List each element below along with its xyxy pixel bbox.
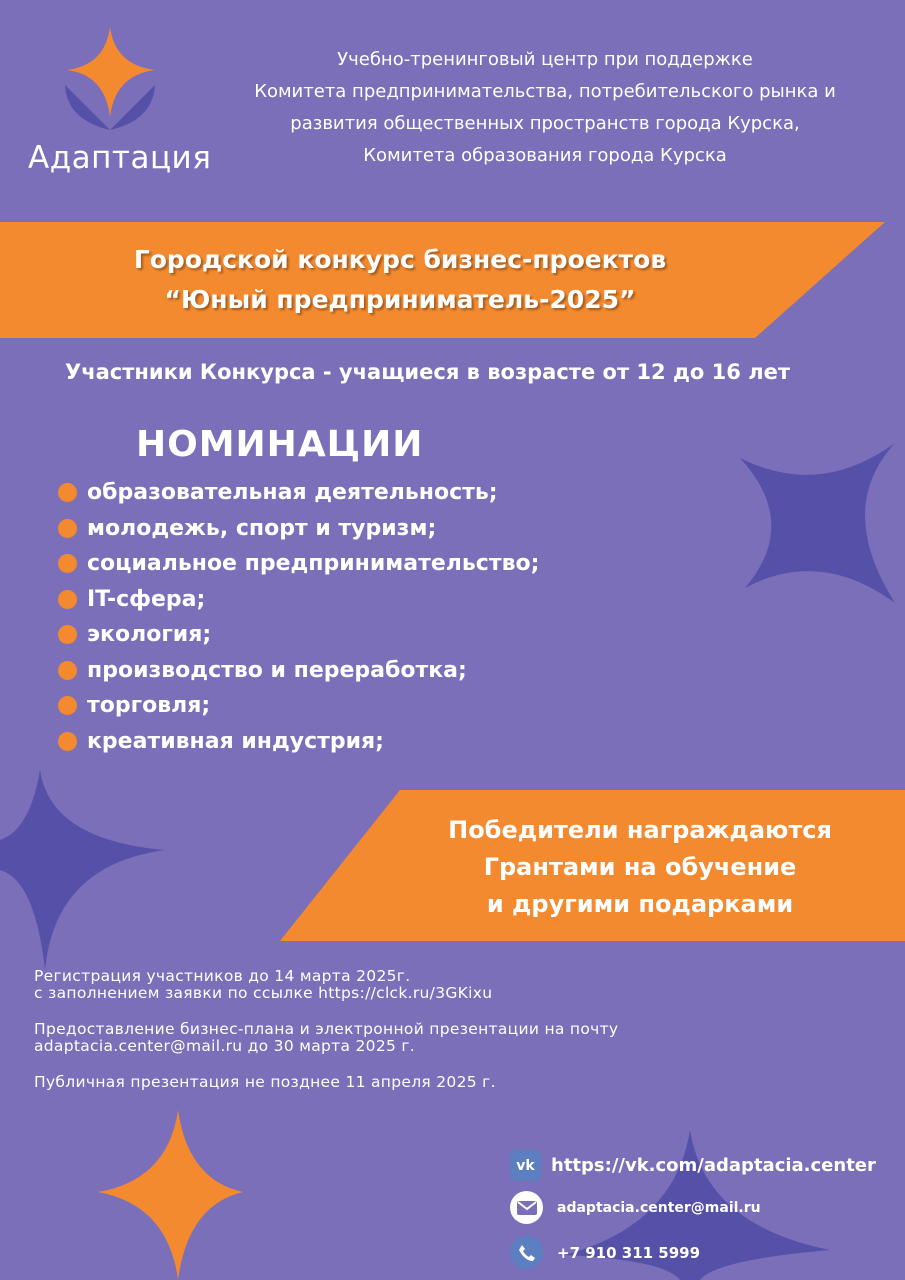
nomination-label: производство и переработка; [87,657,467,683]
contest-title-line: “Юный предприниматель-2025” [164,285,636,314]
registration-info [34,968,734,1002]
logo-text: Адаптация [28,140,212,176]
big-star-right-decoration [735,438,905,608]
nomination-label: экология; [87,622,212,648]
nomination-label: социальное предпринимательство; [87,551,540,577]
list-item [58,475,539,511]
list-item [58,724,539,760]
header-line: Комитета образования города Курска [363,145,727,166]
bullet-dot-icon [58,483,77,502]
contest-title-line: Городской конкурс бизнес-проектов [133,245,667,274]
participants-text: Участники Конкурса - учащиеся в возрасте от 12 до 16 лет [65,360,790,384]
list-item [58,582,539,618]
bullet-dot-icon [58,696,77,715]
vk-icon: vk [510,1150,541,1181]
list-item [58,617,539,653]
list-item [58,546,539,582]
header-line: Учебно-тренинговый центр при поддержке [337,49,753,70]
header-line: Комитета предпринимательства, потребительского рынка и [254,81,836,102]
phone-number[interactable]: +7 910 311 5999 [557,1243,701,1262]
big-star-left-decoration [0,770,170,970]
business-plan-info [34,1021,734,1055]
email-link[interactable]: adaptacia.center@mail.ru [557,1199,761,1216]
bullet-dot-icon [58,625,77,644]
list-item [58,688,539,724]
mail-icon [510,1191,543,1224]
registration-line: Регистрация участников до 14 марта 2025г. [34,967,411,985]
winners-line: Победители награждаются [448,816,832,844]
bullet-dot-icon [58,554,77,573]
business-plan-line: Предоставление бизнес-плана и электронной презентации на почту [34,1020,619,1038]
logo-icon [55,25,165,140]
nomination-label: торговля; [87,693,211,719]
nomination-label: IT-сфера; [87,586,206,612]
nominations-heading: НОМИНАЦИИ [136,424,424,465]
header-line: развития общественных пространств города Курска, [290,113,800,134]
nomination-label: образовательная деятельность; [87,480,498,506]
bullet-dot-icon [58,661,77,680]
phone-contact[interactable] [510,1236,700,1269]
schedule-info [34,968,734,1110]
contest-title [40,240,760,320]
list-item [58,511,539,547]
nomination-label: молодежь, спорт и туризм; [87,515,437,541]
nomination-label: креативная индустрия; [87,728,384,754]
winners-line: Грантами на обучение [483,853,797,881]
bullet-dot-icon [58,732,77,751]
vk-link[interactable]: https://vk.com/adaptacia.center [551,1155,876,1176]
registration-link-line[interactable]: с заполнением заявки по ссылке https://clck.ru/3GKixu [34,984,493,1002]
list-item [58,653,539,689]
email-contact[interactable] [510,1191,761,1224]
public-presentation-info: Публичная презентация не позднее 11 апреля 2025 г. [34,1073,496,1091]
winners-line: и другими подарками [486,890,794,918]
vk-contact[interactable] [510,1150,876,1181]
business-plan-email-line[interactable]: adaptacia.center@mail.ru до 30 марта 2025 г. [34,1037,416,1055]
phone-icon [510,1236,543,1269]
header-organization-text [220,44,870,172]
winners-text [410,812,870,923]
bullet-dot-icon [58,519,77,538]
nominations-list [58,475,539,759]
bullet-dot-icon [58,590,77,609]
bottom-orange-star-decoration [98,1110,248,1280]
